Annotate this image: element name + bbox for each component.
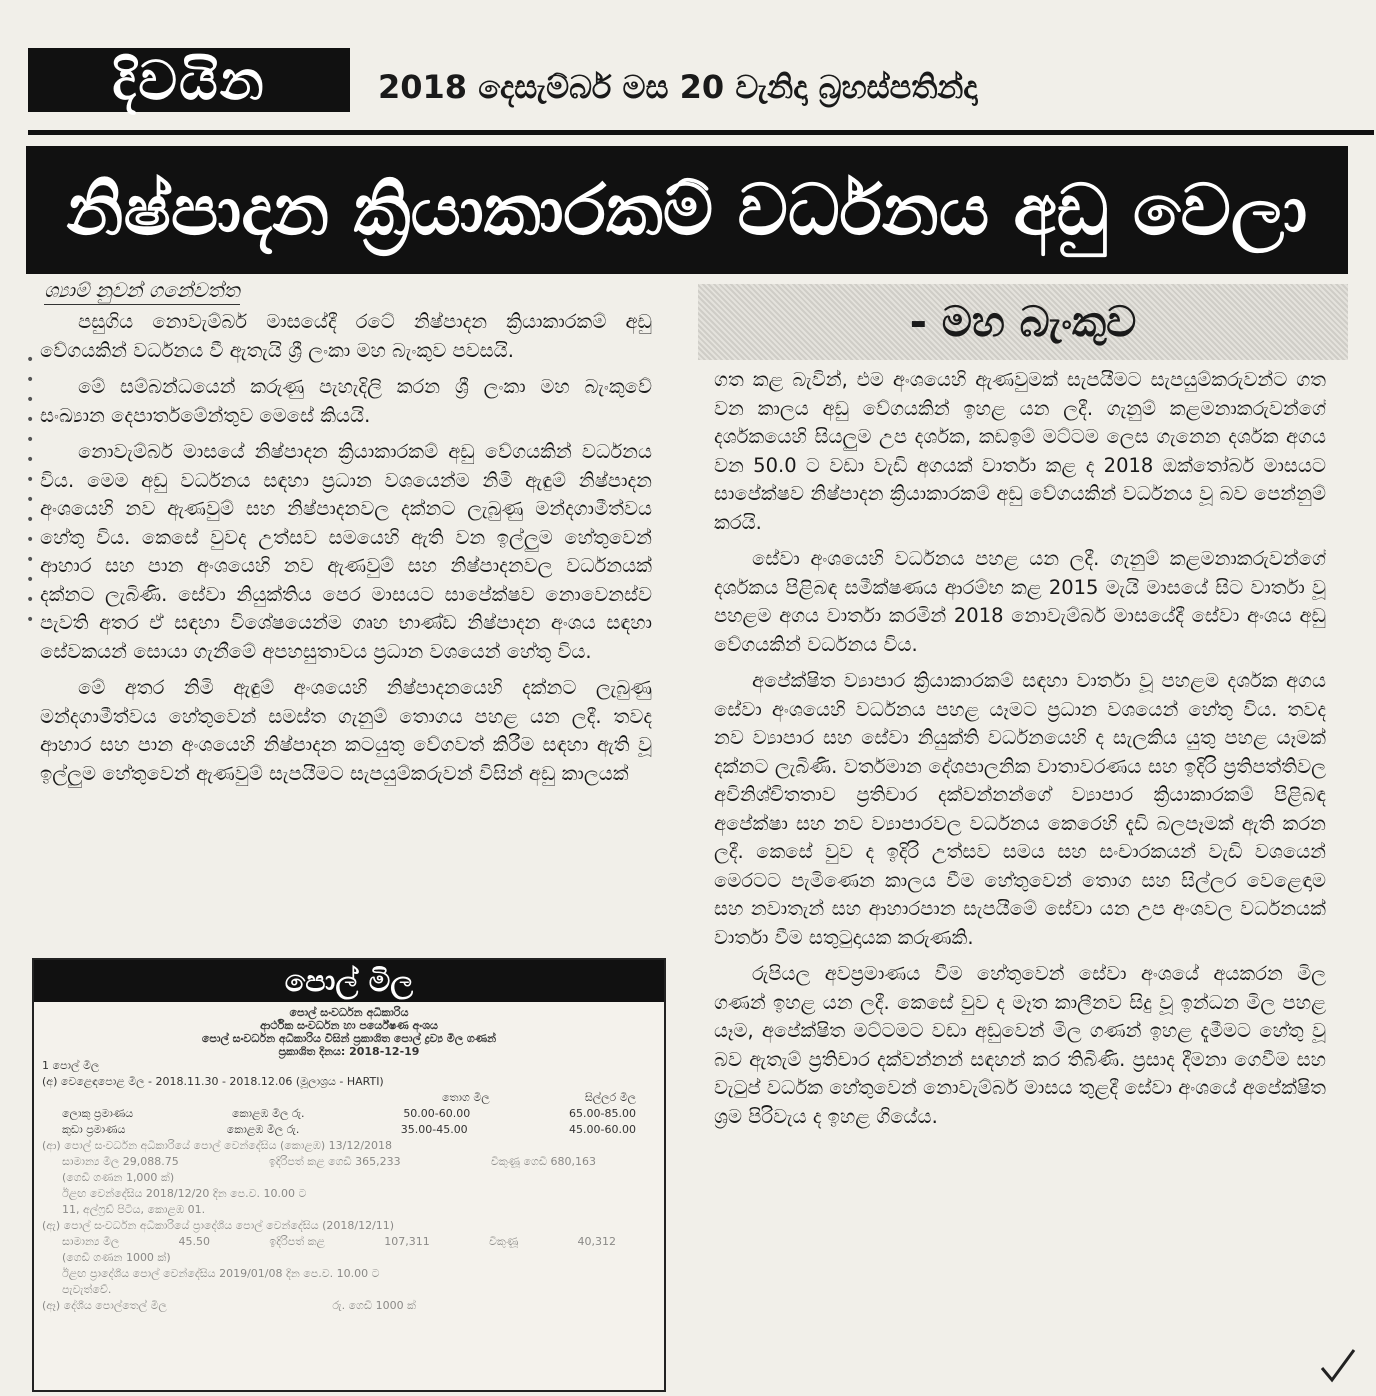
auction-note: (ගෙඩි ගණන 1000 ක්) bbox=[62, 1251, 171, 1264]
dateline: 2018 දෙසැම්බර් මස 20 වැනිදා බ්‍රහස්පතින්දා bbox=[378, 68, 978, 106]
auction-note: 11, අල්ෆ්‍රඩ් පිටිය, කොළඹ 01. bbox=[62, 1203, 206, 1216]
coconut-price-box bbox=[32, 958, 666, 1392]
paragraph: පසුගිය නොවැම්බර් මාසයේදී රටේ නිෂ්පාදන ක්‍රියාකාරකම් අඩු වේගයකින් වර්ධනය වී ඇතැයි ශ්‍රී ලංකා මහ බැංකුව පවසයි. bbox=[40, 310, 652, 362]
auction-row: සාමාන්‍ය මිල 29,088.75 ඉදිරිපත් කළ ගෙඩි 365,233 විකුණූ ගෙඩි 680,163 bbox=[62, 1155, 596, 1168]
auction-note: ඊළඟ වෙන්දේසිය 2018/12/20 දින පෙ.ව. 10.00 ට bbox=[62, 1187, 307, 1200]
byline: ශ්‍යාම් නුවන් ගනේවත්ත bbox=[44, 278, 240, 305]
section-heading: 1 පොල් මිල bbox=[42, 1059, 100, 1072]
regional-auction-row: සාමාන්‍ය මිල 45.50 ඉදිරිපත් කළ 107,311 විකුණූ 40,312 bbox=[62, 1235, 616, 1248]
headline: නිෂ්පාදන ක්‍රියාකාරකම් වර්ධනය අඩු වෙලා bbox=[26, 146, 1348, 274]
auction-note: පැවැත්වේ. bbox=[62, 1283, 112, 1296]
coconut-header bbox=[42, 1006, 656, 1058]
paragraph: අපේක්ෂිත ව්‍යාපාර ක්‍රියාකාරකම් සඳහා වාර්තා වූ පහළම දර්ශක අගය සේවා අංශයෙහි වර්ධනය පහළ යෑමට ප්‍රධාන වශයෙන් හේතු විය. තවද නව ව්‍යාපාර සහ සේවා නියුක්ති වර්ධනයෙහි ද සැලකිය යුතු පහළ යෑමක් දක්නට ලැබිණි. වර්තමාන දේශපාලනික වාතාවරණය සහ ඉදිරි ප්‍රතිපත්තිවල අවිනිශ්චිතතාව ප්‍රතිචාර දක්වන්නන්ගේ ව්‍යාපාර ක්‍රියාකාරකම් පිළිබඳ අපේක්ෂා සහ නව ව්‍යාපාරවල වර්ධනය කෙරෙහි දැඩි බලපෑමක් ඇති කරන ලදී. කෙසේ වුව ද ඉදිරි උත්සව සමය සහ සංචාරකයන් වැඩි වශයෙන් මෙරටට පැමිණෙන කාලය වීම හේතුවෙන් තොග සහ සිල්ලර වෙළෙඳාම සහ නවාතැන් සහ ආහාරපාන සැපයීමේ සේවා යන උප අංශවල වර්ධනයක් වාර්තා වීම සතුටුදායක කරුණකි. bbox=[714, 669, 1326, 949]
coconut-box-title: පොල් මිල bbox=[34, 960, 664, 1002]
oil-price-row: (ඈ) දේශීය පොල්තෙල් මිල රු. ගෙඩි 1000 ක් bbox=[42, 1299, 416, 1312]
paragraph: මේ සම්බන්ධයෙන් කරුණු පැහැදිලි කරන ශ්‍රී ලංකා මහ බැංකුවේ සංඛ්‍යාන දෙපාර්තමේන්තුව මෙසේ කියයි. bbox=[40, 375, 652, 427]
paragraph: ගත කළ බැවින්, එම අංශයෙහි ඇණවුමක් සැපයීමට සැපයුම්කරුවන්ට ගත වන කාලය අඩු වේගයකින් ඉහළ යන ලදී. ගැනුම් කළමනාකරුවන්ගේ දර්ශකයෙහි සියලුම උප දර්ශක, කඩඉම් මට්ටම ලෙස ගැනෙන දර්ශක අගය වන 50.0 ට වඩා වැඩි අගයක් වාර්තා කළ ද 2018 ඔක්තෝබර් මාසයට සාපේක්ෂව නිෂ්පාදන ක්‍රියාකාරකම් අඩු වේගයකින් වර්ධනය වූ බව පෙන්නුම් කරයි. bbox=[714, 368, 1326, 534]
price-row: ලොකු ප්‍රමාණය කොළඹ මිල රු. 50.00-60.00 65.00-85.00 bbox=[62, 1107, 636, 1120]
header-line: පොල් සංවර්ධන අධිකාරිය bbox=[289, 1006, 409, 1019]
price-row: කුඩා ප්‍රමාණය කොළඹ මිල රු. 35.00-45.00 45.00-60.00 bbox=[62, 1123, 636, 1136]
subhead: - මහ බැංකුව bbox=[698, 284, 1348, 360]
col-head-wholesale: තොග මිල bbox=[442, 1091, 490, 1104]
section-heading: (ආ) පොල් සංවර්ධන අධිකාරියේ පොල් වෙන්දේසිය (කොළඹ) 13/12/2018 bbox=[42, 1139, 393, 1152]
article-right-column bbox=[714, 366, 1326, 1356]
auction-note: ඊළඟ ප්‍රාදේශීය පොල් වෙන්දේසිය 2019/01/08 දින පෙ.ව. 10.00 ට bbox=[62, 1267, 380, 1280]
section-heading: (ඇ) පොල් සංවර්ධන අධිකාරියේ ප්‍රාදේශීය පොල් වෙන්දේසිය (2018/12/11) bbox=[42, 1219, 395, 1232]
header-line: ආර්ථික සංවර්ධන හා පර්යේෂණ අංශය bbox=[260, 1019, 438, 1032]
header-line: ප්‍රකාශිත දිනය: 2018-12-19 bbox=[278, 1045, 420, 1058]
paragraph: නොවැම්බර් මාසයේ නිෂ්පාදන ක්‍රියාකාරකම් අඩු වේගයකින් වර්ධනය විය. මෙම අඩු වර්ධනය සඳහා ප්‍රධාන වශයෙන්ම නිමි ඇඳුම් නිෂ්පාදන අංශයෙහි නව ඇණවුම් සහ නිෂ්පාදනවල දක්නට ලැබුණු මන්දගාමීත්වය හේතු විය. කෙසේ වුවද උත්සව සමයෙහි ඇති වන ඉල්ලුම හේතුවෙන් ආහාර සහ පාන අංශයෙහි නව ඇණවුම් සහ නිෂ්පාදනවල වර්ධනයක් දක්නට ලැබිණි. සේවා නියුක්තිය පෙර මාසයට සාපේක්ෂව නොවෙනස්ව පැවති අතර ඒ සඳහා විශේෂයෙන්ම ගෘහ භාණ්ඩ නිෂ්පාදන අංශය සඳහා සේවකයන් සොයා ගැනීමේ අපහසුතාවය ප්‍රධාන වශයෙන් හේතු විය. bbox=[40, 440, 652, 663]
margin-marks: • • • • • • • • • • • • • • bbox=[26, 352, 35, 628]
paragraph: මේ අතර නිමි ඇඳුම් අංශයෙහි නිෂ්පාදනයෙහි දක්නට ලැබුණු මන්දගාමීත්වය හේතුවෙන් සමස්ත ගැනුම් තොගය පහළ යන ලදී. තවද ආහාර සහ පාන අංශයෙහි නිෂ්පාදන කටයුතු වේගවත් කිරීම සඳහා ඇති වූ ඉල්ලුම හේතුවෙන් ඇණවුම් සැපයීමට සැපයුම්කරුවන් විසින් අඩු කාලයක් bbox=[40, 676, 652, 785]
section-heading: (අ) වෙළෙඳපොළ මිල - 2018.11.30 - 2018.12.06 (මූලාශ්‍රය - HARTI) bbox=[42, 1075, 384, 1088]
newspaper-logo: දිවයින bbox=[28, 48, 350, 112]
article-left-column bbox=[40, 308, 652, 948]
col-head-retail: සිල්ලර මිල bbox=[584, 1091, 636, 1104]
paragraph: රුපියල අවප්‍රමාණය වීම හේතුවෙන් සේවා අංශයේ අයකරන මිල ගණන් ඉහළ යන ලදී. කෙසේ වුව ද මෑත කාලීනව සිදු වූ ඉන්ධන මිල පහළ යෑම, අපේක්ෂිත මට්ටමට වඩා අඩුවෙන් මිල ගණන් ඉහළ දැමීමට හේතු වූ බව ඇතැම් ප්‍රතිචාර දක්වන්නන් සඳහන් කර තිබිණි. ප්‍රසාද දීමනා ගෙවීම සහ වැටුප් වර්ධක හේතුවෙන් නොවැම්බර් මාසය තුළදී සේවා අංශයේ අපේක්ෂිත ශ්‍රම පිරිවැය ද ඉහළ ගියේය. bbox=[714, 962, 1326, 1128]
header-line: පොල් සංවර්ධන අධිකාරිය විසින් ප්‍රකාශිත පොල් ද්‍රව්‍ය මිල ගණන් bbox=[201, 1032, 497, 1045]
paragraph: සේවා අංශයෙහි වර්ධනය පහළ යන ලදී. ගැනුම් කළමනාකරුවන්ගේ දර්ශකය පිළිබඳ සමීක්ෂණය ආරම්භ කළ 2015 මැයි මාසයේ සිට වාර්තා වූ පහළම අගය වාර්තා කරමින් 2018 නොවැම්බර් මාසයේදී සේවා අංශය අඩු වේගයකින් වර්ධනය විය. bbox=[714, 547, 1326, 656]
column-headers bbox=[42, 1090, 656, 1106]
auction-note: (ගෙඩි ගණන 1,000 ක්) bbox=[62, 1171, 175, 1184]
checkmark-icon bbox=[1318, 1346, 1358, 1386]
